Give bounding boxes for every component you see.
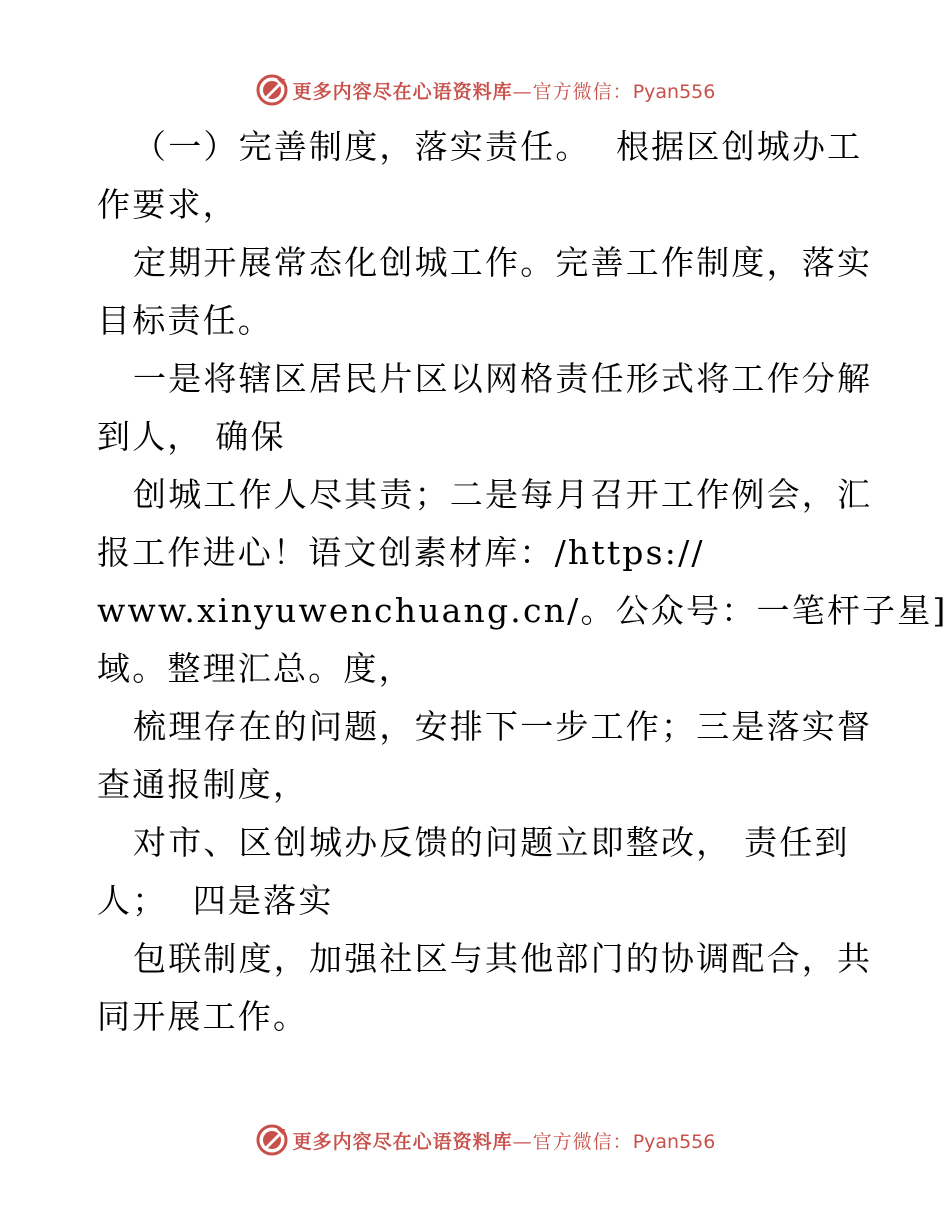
pen-nib-seal-icon [255, 73, 289, 107]
banner-separator: — [512, 80, 533, 103]
text-line: （一）完善制度，落实责任。 根据区创城办工 [133, 127, 863, 166]
header-banner-inner [255, 73, 716, 107]
pen-nib-seal-icon [255, 1123, 289, 1157]
text-line: 对市、区创城办反馈的问题立即整改， 责任到 [133, 823, 850, 862]
text-line: 报工作进心！语文创素材库：/https:// [97, 533, 705, 572]
text-line: 创城工作人尽其责；二是每月召开工作例会，汇 [133, 475, 873, 514]
text-line: 目标责任。 [97, 301, 273, 340]
text-line: 包联制度，加强社区与其他部门的协调配合，共 [133, 939, 873, 978]
banner-site-name: 更多内容尽在心语资料库 [292, 80, 513, 103]
banner-text [293, 1127, 716, 1154]
banner-wechat-handle: Pyan556 [632, 80, 716, 103]
text-line: 定期开展常态化创城工作。完善工作制度，落实 [133, 243, 873, 282]
banner-text [293, 77, 716, 104]
text-line: 人； 四是落实 [97, 881, 334, 920]
text-line: 作要求， [97, 185, 238, 224]
text-line: 域。整理汇总。度， [97, 649, 414, 688]
banner-wechat-handle: Pyan556 [632, 1130, 716, 1153]
text-line: 一是将辖区居民片区以网格责任形式将工作分解 [133, 359, 873, 398]
text-line: 到人， 确保 [97, 417, 286, 456]
text-line: 查通报制度， [97, 765, 309, 804]
document-body [97, 118, 948, 1046]
header-banner [0, 70, 950, 110]
banner-separator: — [512, 1130, 533, 1153]
text-line: 同开展工作。 [97, 997, 309, 1036]
banner-wechat-label: 官方微信： [532, 1130, 633, 1153]
footer-banner [0, 1120, 950, 1160]
footer-banner-inner [255, 1123, 716, 1157]
text-line: www.xinyuwenchuang.cn/。公众号：一笔杆子星] [97, 591, 948, 630]
banner-site-name: 更多内容尽在心语资料库 [292, 1130, 513, 1153]
text-line: 梳理存在的问题，安排下一步工作；三是落实督 [133, 707, 873, 746]
banner-wechat-label: 官方微信： [532, 80, 633, 103]
